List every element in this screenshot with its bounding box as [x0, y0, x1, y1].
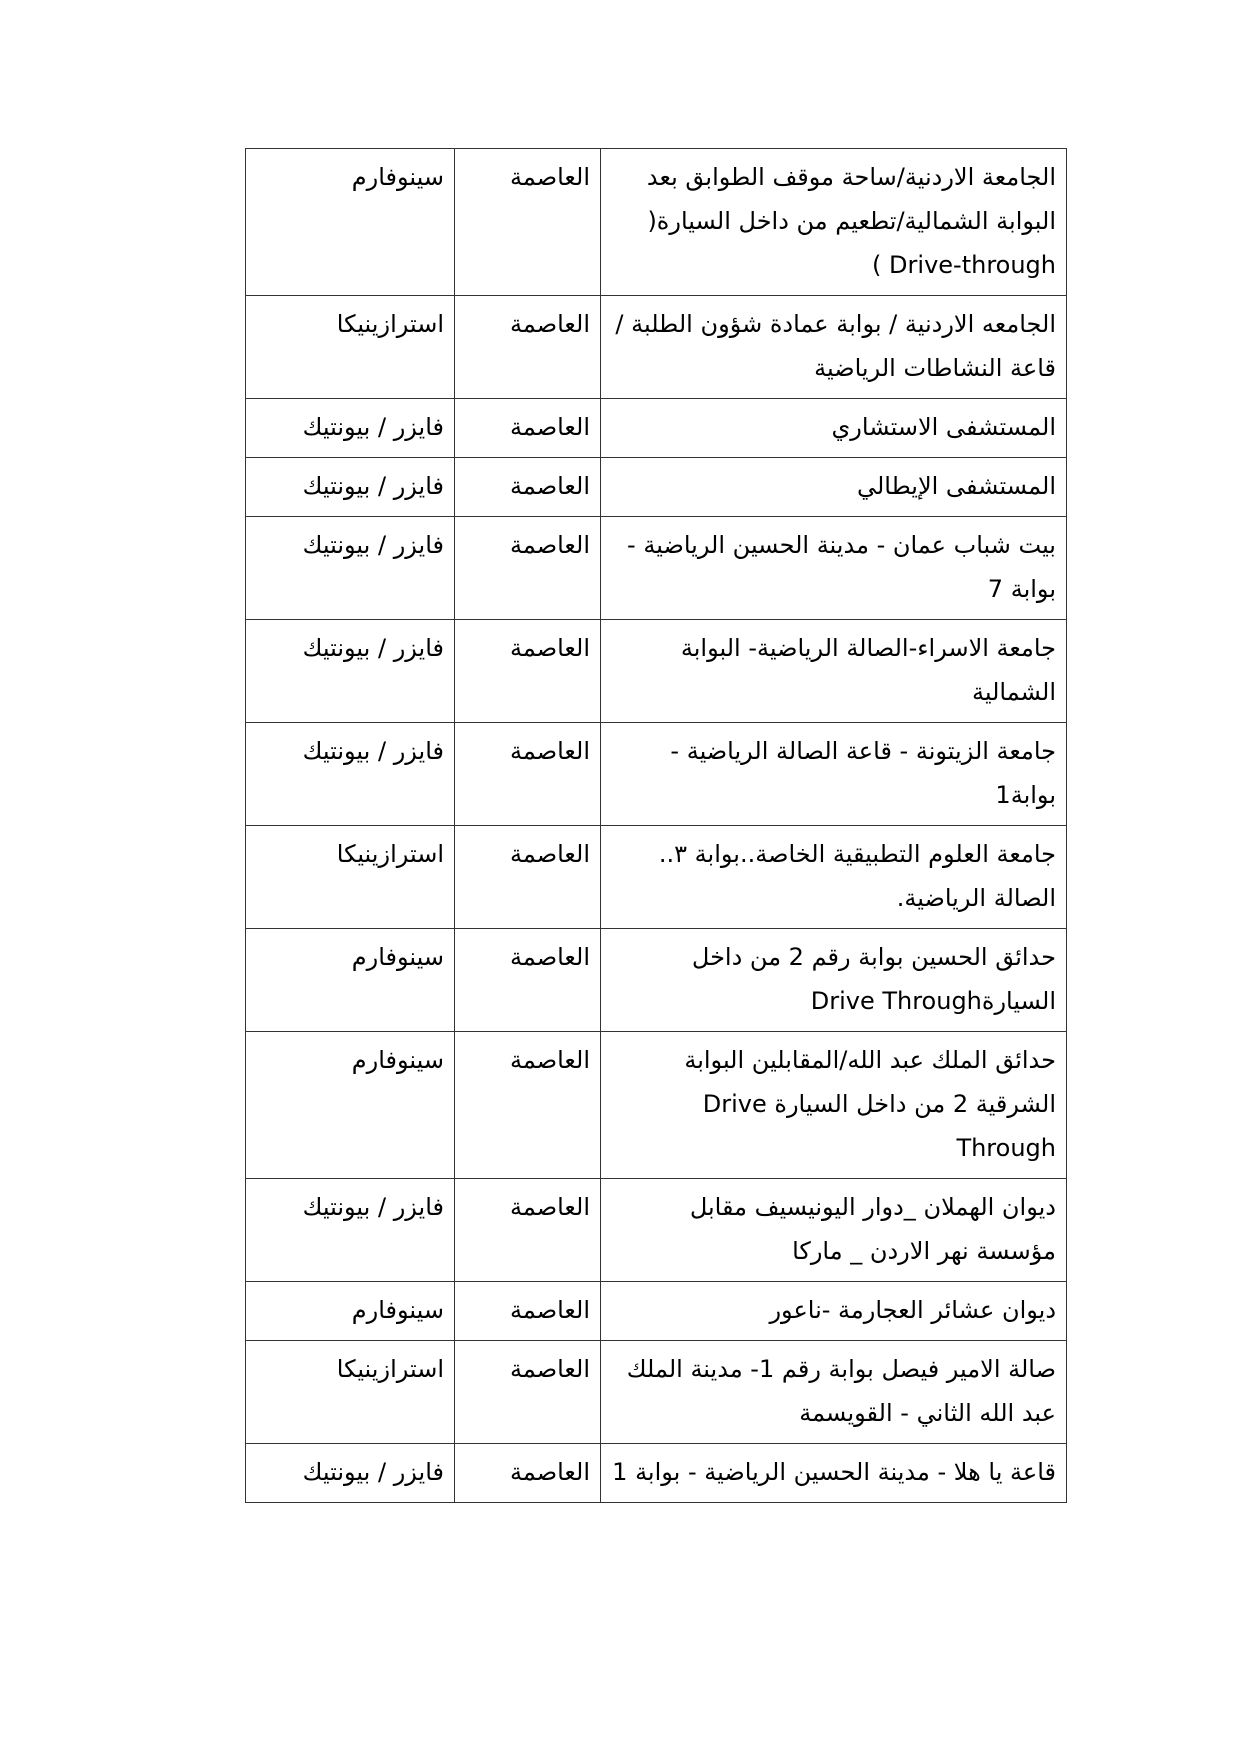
- region-cell: العاصمة: [455, 399, 601, 458]
- table-row: [246, 620, 1067, 723]
- region-cell: العاصمة: [455, 1282, 601, 1341]
- vaccine-cell: استرازينيكا: [246, 296, 455, 399]
- location-cell: حدائق الحسين بوابة رقم 2 من داخل السيارةDrive Through: [601, 929, 1067, 1032]
- table-row: [246, 296, 1067, 399]
- vaccination-sites-table: [245, 148, 1067, 1503]
- region-cell: العاصمة: [455, 149, 601, 296]
- location-cell: الجامعه الاردنية / بوابة عمادة شؤون الطلبة / قاعة النشاطات الرياضية: [601, 296, 1067, 399]
- table-row: [246, 517, 1067, 620]
- vaccine-cell: فايزر / بيونتيك: [246, 723, 455, 826]
- location-cell: ديوان الهملان _دوار اليونيسيف مقابل مؤسسة نهر الاردن _ ماركا: [601, 1179, 1067, 1282]
- vaccine-cell: فايزر / بيونتيك: [246, 1179, 455, 1282]
- region-cell: العاصمة: [455, 458, 601, 517]
- region-cell: العاصمة: [455, 517, 601, 620]
- location-cell: قاعة يا هلا - مدينة الحسين الرياضية - بوابة 1: [601, 1444, 1067, 1503]
- location-cell: حدائق الملك عبد الله/المقابلين البوابة الشرقية 2 من داخل السيارة Drive Through: [601, 1032, 1067, 1179]
- region-cell: العاصمة: [455, 1444, 601, 1503]
- location-cell: المستشفى الاستشاري: [601, 399, 1067, 458]
- vaccine-cell: سينوفارم: [246, 149, 455, 296]
- location-cell: ديوان عشائر العجارمة -ناعور: [601, 1282, 1067, 1341]
- vaccine-cell: فايزر / بيونتيك: [246, 458, 455, 517]
- location-cell: الجامعة الاردنية/ساحة موقف الطوابق بعد البوابة الشمالية/تطعيم من داخل السيارة( Drive-through ): [601, 149, 1067, 296]
- table-row: [246, 826, 1067, 929]
- region-cell: العاصمة: [455, 723, 601, 826]
- table-row: [246, 1282, 1067, 1341]
- table-body: [246, 149, 1067, 1503]
- vaccine-cell: فايزر / بيونتيك: [246, 399, 455, 458]
- table-row: [246, 1032, 1067, 1179]
- vaccine-cell: فايزر / بيونتيك: [246, 517, 455, 620]
- vaccine-cell: استرازينيكا: [246, 1341, 455, 1444]
- location-cell: صالة الامير فيصل بوابة رقم 1- مدينة الملك عبد الله الثاني - القويسمة: [601, 1341, 1067, 1444]
- table-row: [246, 1444, 1067, 1503]
- vaccine-cell: سينوفارم: [246, 929, 455, 1032]
- vaccine-cell: سينوفارم: [246, 1032, 455, 1179]
- location-cell: جامعة الاسراء-الصالة الرياضية- البوابة الشمالية: [601, 620, 1067, 723]
- region-cell: العاصمة: [455, 929, 601, 1032]
- vaccine-cell: فايزر / بيونتيك: [246, 620, 455, 723]
- region-cell: العاصمة: [455, 1341, 601, 1444]
- table-row: [246, 149, 1067, 296]
- table-row: [246, 1341, 1067, 1444]
- table-row: [246, 458, 1067, 517]
- vaccine-cell: سينوفارم: [246, 1282, 455, 1341]
- table-row: [246, 1179, 1067, 1282]
- location-cell: بيت شباب عمان - مدينة الحسين الرياضية - بوابة 7: [601, 517, 1067, 620]
- region-cell: العاصمة: [455, 1179, 601, 1282]
- table-row: [246, 723, 1067, 826]
- region-cell: العاصمة: [455, 826, 601, 929]
- region-cell: العاصمة: [455, 620, 601, 723]
- location-cell: المستشفى الإيطالي: [601, 458, 1067, 517]
- table-row: [246, 929, 1067, 1032]
- region-cell: العاصمة: [455, 296, 601, 399]
- location-cell: جامعة العلوم التطبيقية الخاصة..بوابة ٣.. الصالة الرياضية.: [601, 826, 1067, 929]
- vaccine-cell: فايزر / بيونتيك: [246, 1444, 455, 1503]
- region-cell: العاصمة: [455, 1032, 601, 1179]
- table-row: [246, 399, 1067, 458]
- location-cell: جامعة الزيتونة - قاعة الصالة الرياضية - بوابة1: [601, 723, 1067, 826]
- vaccine-cell: استرازينيكا: [246, 826, 455, 929]
